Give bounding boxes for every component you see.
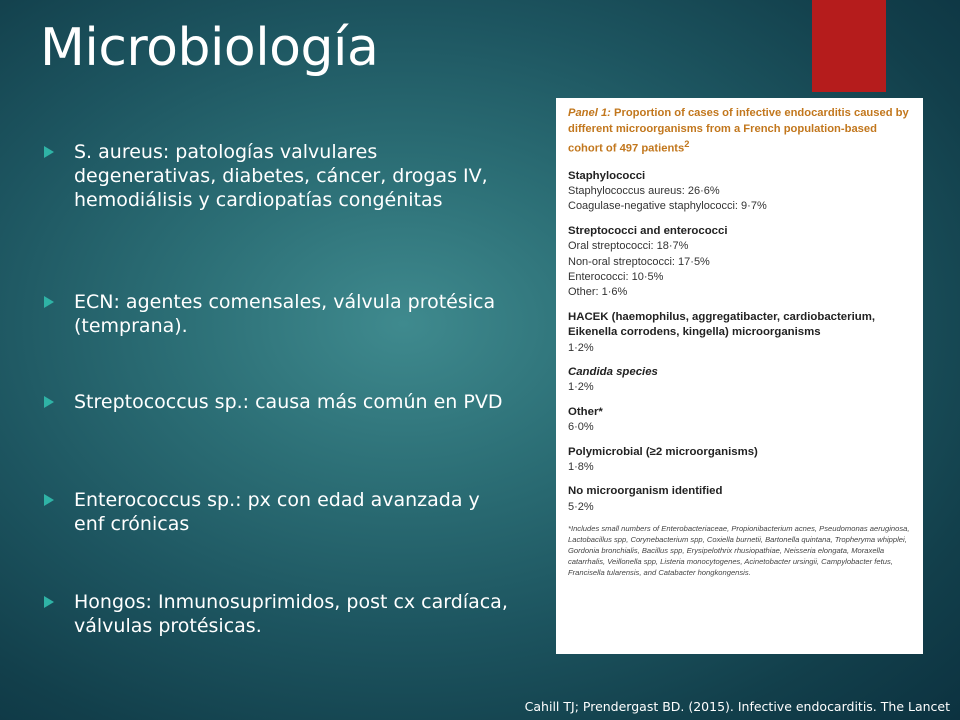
bullet-item	[44, 488, 514, 536]
bullet-item	[44, 590, 514, 638]
group-heading: No microorganism identified	[568, 485, 723, 498]
arrow-bullet-icon	[44, 396, 54, 408]
bullet-item	[44, 140, 514, 212]
group-item: 1·2%	[568, 341, 594, 354]
bullet-text: S. aureus: patologías valvulares degenerativas, diabetes, cáncer, drogas IV, hemodiálisis y cardiopatías congénitas	[74, 141, 488, 211]
slide-title: Microbiología	[40, 18, 379, 78]
bullet-text: ECN: agentes comensales, válvula protésica (temprana).	[74, 291, 496, 337]
bullet-text: Hongos: Inmunosuprimidos, post cx cardíaca, válvulas protésicas.	[74, 591, 508, 637]
arrow-bullet-icon	[44, 146, 54, 158]
group-item: 1·2%	[568, 381, 594, 394]
group-item: Coagulase-negative staphylococci: 9·7%	[568, 200, 767, 213]
bullet-item	[44, 390, 514, 414]
arrow-bullet-icon	[44, 494, 54, 506]
group-item: Oral streptococci: 18·7%	[568, 240, 689, 253]
citation: Cahill TJ; Prendergast BD. (2015). Infective endocarditis. The Lancet	[524, 699, 950, 714]
panel-label: Panel 1:	[568, 107, 611, 119]
bullet-text: Streptococcus sp.: causa más común en PVD	[74, 391, 503, 413]
bullet-text: Enterococcus sp.: px con edad avanzada y enf crónicas	[74, 489, 480, 535]
group-heading: Polymicrobial (≥2 microorganisms)	[568, 445, 758, 458]
group-item: 6·0%	[568, 421, 594, 434]
panel-title-ref: 2	[684, 139, 690, 150]
panel-title	[568, 106, 913, 158]
group-item: Enterococci: 10·5%	[568, 270, 664, 283]
panel-footnote: *Includes small numbers of Enterobacteriaceae, Propionibacterium acnes, Pseudomonas aeruginosa, Lactobacillus spp, Corynebacterium spp, Coxiella burnetii, Bartonella quintana, Tropheryma whipplei, Gordonia bronchialis, Bacillus spp, Erysipelothrix rhusiopathiae, Neisseria elongata, Moraxella catarrhalis, Veillonella spp, Listeria monocytogenes, Acinetobacter ursingii, Campylobacter fetus, Francisella tularensis, and Catabacter hongkongensis.	[568, 524, 910, 578]
group-item: 1·8%	[568, 461, 594, 474]
group-item: 5·2%	[568, 500, 594, 513]
group-heading: Staphylococci	[568, 169, 646, 182]
arrow-bullet-icon	[44, 596, 54, 608]
reference-panel	[556, 98, 923, 654]
red-accent-bar	[812, 0, 886, 92]
arrow-bullet-icon	[44, 296, 54, 308]
group-heading: Candida species	[568, 365, 658, 378]
group-item: Non-oral streptococci: 17·5%	[568, 255, 710, 268]
bullet-item	[44, 290, 514, 338]
panel-title-text: Proportion of cases of infective endocarditis caused by different microorganisms from a French population-based cohort of 497 patients	[568, 107, 909, 155]
group-heading: Streptococci and enterococci	[568, 224, 728, 237]
group-item: Other: 1·6%	[568, 286, 628, 299]
group-item: Staphylococcus aureus: 26·6%	[568, 184, 720, 197]
group-heading: HACEK (haemophilus, aggregatibacter, cardiobacterium, Eikenella corrodens, kingella) microorganisms	[568, 310, 875, 339]
group-heading: Other*	[568, 405, 603, 418]
